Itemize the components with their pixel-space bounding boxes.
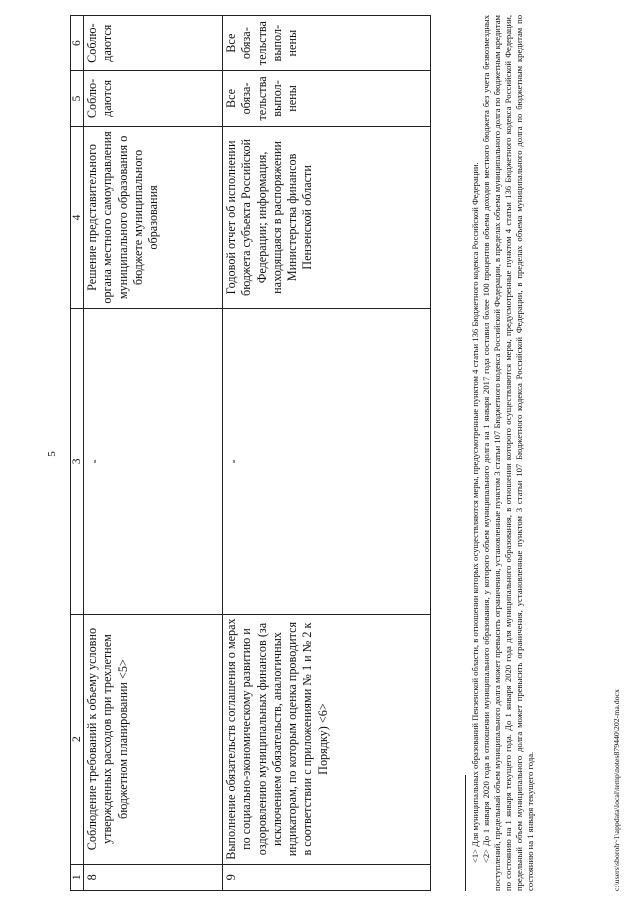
source-cell: Годовой отчет об исполнении бюджета субъекта Российской Федерации; информация, находящаяся в распоряжении Министерства финансов Пензенской области bbox=[223, 126, 431, 309]
footnote: <2> До 1 января 2020 года в отношении муниципального образования, у которого объем муниципального долга на 1 января 2017 года составил более 100 процентов объема доходов местного бюджета без учета безвозмездных поступлений, предельный объем муниципального долга может превысить ограничения, установленные пунктом 3 статьи 107 Бюджетного кодекса Российской Федерации, в пределах объема муниципального долга по бюджетным кредитам по состоянию на 1 января текущего года. До 1 января 2020 года для муниципального образования, в отношении которого осуществляются меры, предусмотренные пунктом 4 статьи 136 Бюджетного кодекса Российской Федерации, предельный объем муниципального долга может превысить ограничения, установленные пунктом 3 статьи 107 Бюджетного кодекса Российской Федерации, в пределах объема муниципального долга по бюджетным кредитам по состоянию на 1 января текущего года. bbox=[481, 15, 535, 891]
footnote: <1> Для муниципальных образований Пензенской области, в отношении которых осуществляются меры, предусмотренные пунктом 4 статьи 136 Бюджетного кодекса Российской Федерации. bbox=[470, 162, 480, 863]
status-cell: Соблю-даются bbox=[84, 16, 223, 71]
value-cell: - bbox=[223, 309, 431, 614]
table-row bbox=[223, 16, 431, 891]
indicators-table bbox=[70, 15, 431, 891]
status-cell: Соблю-даются bbox=[84, 71, 223, 126]
source-cell: Решение представительного органа местного самоуправления муниципального образования о бюджете муниципального образования bbox=[84, 126, 223, 309]
header-cell: 2 bbox=[71, 614, 84, 864]
requirement-cell: Выполнение обязательств соглашения о мерах по социально-экономическому развитию и оздоровлению муниципальных финансов (за исключением обязательств, аналогичных индикаторам, по которым оценка проводится в соответствии с приложениями № 1 и № 2 к Порядку) <6> bbox=[223, 614, 431, 864]
row-number: 8 bbox=[84, 864, 223, 890]
requirement-cell: Соблюдение требований к объему условно утвержденных расходов при трехлетнем бюджетном планировании <5> bbox=[84, 614, 223, 864]
table-row bbox=[84, 16, 223, 891]
row-number: 9 bbox=[223, 864, 431, 890]
table-header-row bbox=[71, 16, 84, 891]
page-number: 5 bbox=[46, 451, 58, 457]
status-cell: Все обяза-тельства выпол-нены bbox=[223, 71, 431, 126]
value-cell: - bbox=[84, 309, 223, 614]
header-cell: 5 bbox=[71, 71, 84, 126]
header-cell: 1 bbox=[71, 864, 84, 890]
header-cell: 4 bbox=[71, 126, 84, 309]
footnotes bbox=[470, 15, 536, 891]
header-cell: 6 bbox=[71, 16, 84, 71]
file-path: c:\users\sboroh~1\appdata\local\temp\notes879440\202-ma.docx bbox=[612, 689, 621, 891]
footnote-separator bbox=[465, 775, 466, 891]
header-cell: 3 bbox=[71, 309, 84, 614]
status-cell: Все обяза-тельства выпол-нены bbox=[223, 16, 431, 71]
